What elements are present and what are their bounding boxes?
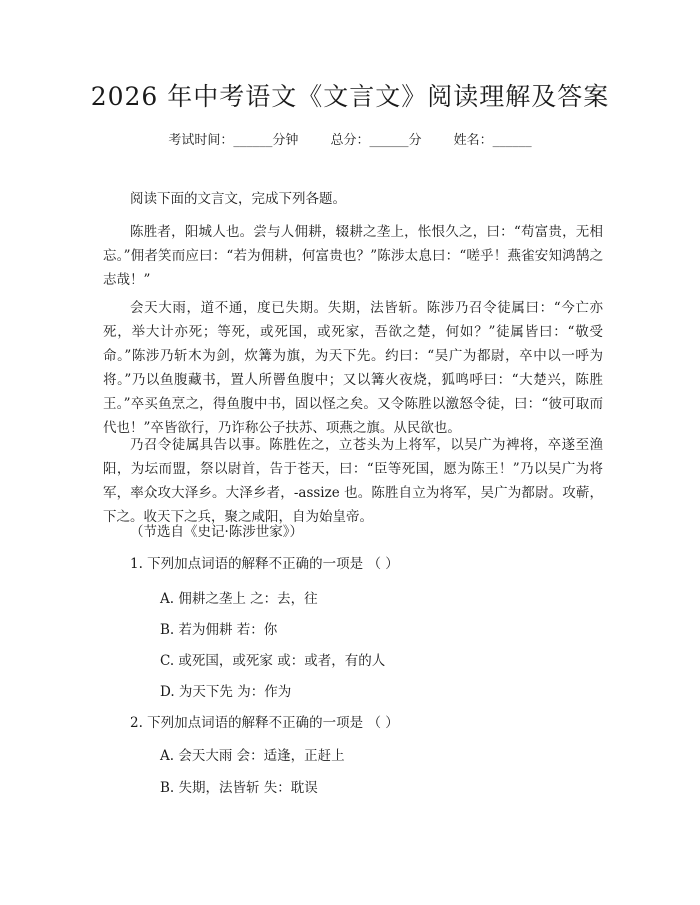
question-2-option-a: A. 会天大雨 会：适逢，正赶上 <box>160 748 345 764</box>
passage-paragraph-1: 陈胜者，阳城人也。尝与人佣耕，辍耕之垄上，怅恨久之，曰：“苟富贵，无相忘。”佣者笑而应曰：“若为佣耕，何富贵也？”陈涉太息曰：“嗟乎！燕雀安知鸿鹄之志哉！” <box>103 224 603 288</box>
exam-info-line <box>0 132 700 150</box>
passage-paragraph-2: 会天大雨，道不通，度已失期。失期，法皆斩。陈涉乃召令徒属曰：“今亡亦死，举大计亦死；等死，或死国，或死家，吾欲之楚，何如？”徒属皆曰：“敬受命。”陈涉乃斩木为剑，炊篝为旗，为天下先。约曰：“吴广为都尉，卒中以一呼为将。”乃以鱼腹藏书，置人所罾鱼腹中；又以篝火夜烧，狐鸣呼曰：“大楚兴，陈胜王。”卒买鱼烹之，得鱼腹中书，固以怪之矣。又令陈胜以激怒令徒，曰：“彼可取而代也！”卒皆欲行，乃诈称公子扶苏、项燕之旗。从民欲也。 <box>103 300 603 436</box>
passage-paragraph-3: 乃召令徒属具告以事。陈胜佐之，立苍头为上将军，以吴广为裨将，卒遂至渔阳，为坛而盟，祭以尉首，告于苍天，曰：“臣等死国，愿为陈王！”乃以吴广为将军，率众攻大泽乡。大泽乡者，-assize 也。陈胜自立为将军，吴广为都尉。攻蕲，下之。收天下之兵，聚之咸阳，自为始皇帝。 <box>103 437 603 525</box>
question-1-option-d: D. 为天下先 为：作为 <box>160 684 292 700</box>
question-1-stem: 1. 下列加点词语的解释不正确的一项是 （ ） <box>130 556 399 572</box>
question-1-option-b: B. 若为佣耕 若：你 <box>160 622 278 638</box>
student-name-field: 姓名：______ <box>453 133 532 148</box>
question-2-stem: 2. 下列加点词语的解释不正确的一项是 （ ） <box>130 715 399 731</box>
question-1-option-a: A. 佣耕之垄上 之：去，往 <box>160 591 318 607</box>
document-title: 2026 年中考语文《文言文》阅读理解及答案 <box>90 82 610 111</box>
total-score-field: 总分：______分 <box>330 133 422 148</box>
exam-time-field: 考试时间：______分钟 <box>168 133 299 148</box>
question-1-option-c: C. 或死国，或死家 或：或者，有的人 <box>160 653 386 669</box>
question-2-option-b: B. 失期，法皆斩 失：耽误 <box>160 780 318 796</box>
instruction-text: 阅读下面的文言文，完成下列各题。 <box>130 191 346 207</box>
source-note: （节选自《史记·陈涉世家》） <box>130 524 304 540</box>
